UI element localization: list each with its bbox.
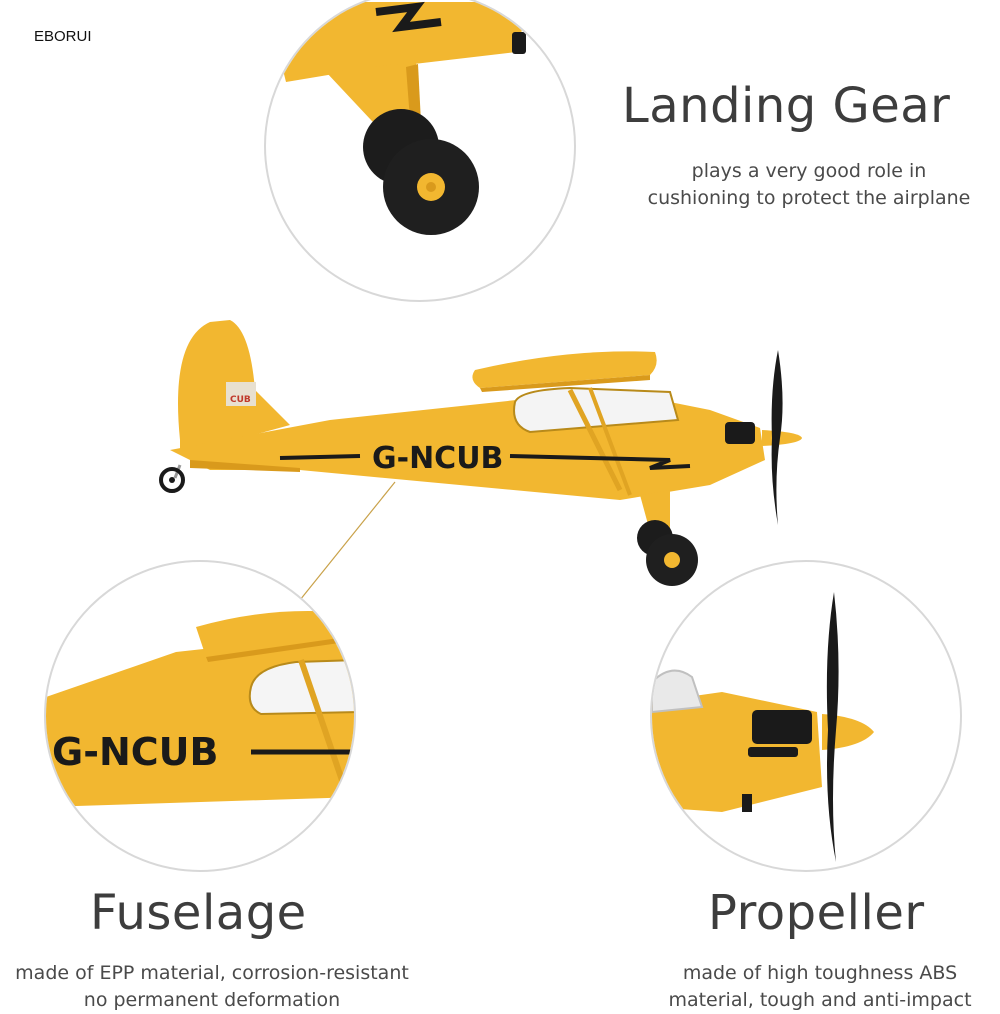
- main-airplane-image: [150, 310, 820, 600]
- tail-logo-text: CUB: [230, 395, 251, 405]
- landing-gear-detail-image: [264, 0, 576, 302]
- landing-gear-desc-line-2: cushioning to protect the airplane: [647, 187, 971, 209]
- fuselage-desc-line-2: no permanent deformation: [83, 989, 341, 1011]
- tail-logo: [226, 382, 256, 406]
- propeller-detail-image: [650, 560, 962, 872]
- landing-gear-description: [628, 158, 990, 212]
- landing-gear-desc-line-1: plays a very good role in: [691, 160, 927, 182]
- landing-gear-title: Landing Gear: [622, 78, 951, 134]
- fuselage-detail-image: [44, 560, 356, 872]
- brand-label: EBORUI: [34, 28, 92, 45]
- propeller-desc-line-2: material, tough and anti-impact: [668, 989, 972, 1011]
- fuselage-title: Fuselage: [90, 885, 307, 941]
- fuselage-registration: G-NCUB: [52, 730, 219, 774]
- fuselage-desc-line-1: made of EPP material, corrosion-resistant: [15, 962, 409, 984]
- propeller-description: [640, 960, 1000, 1014]
- fuselage-description: [0, 960, 424, 1014]
- propeller-title: Propeller: [708, 885, 925, 941]
- propeller-desc-line-1: made of high toughness ABS: [682, 962, 958, 984]
- main-plane-registration: G-NCUB: [372, 441, 504, 476]
